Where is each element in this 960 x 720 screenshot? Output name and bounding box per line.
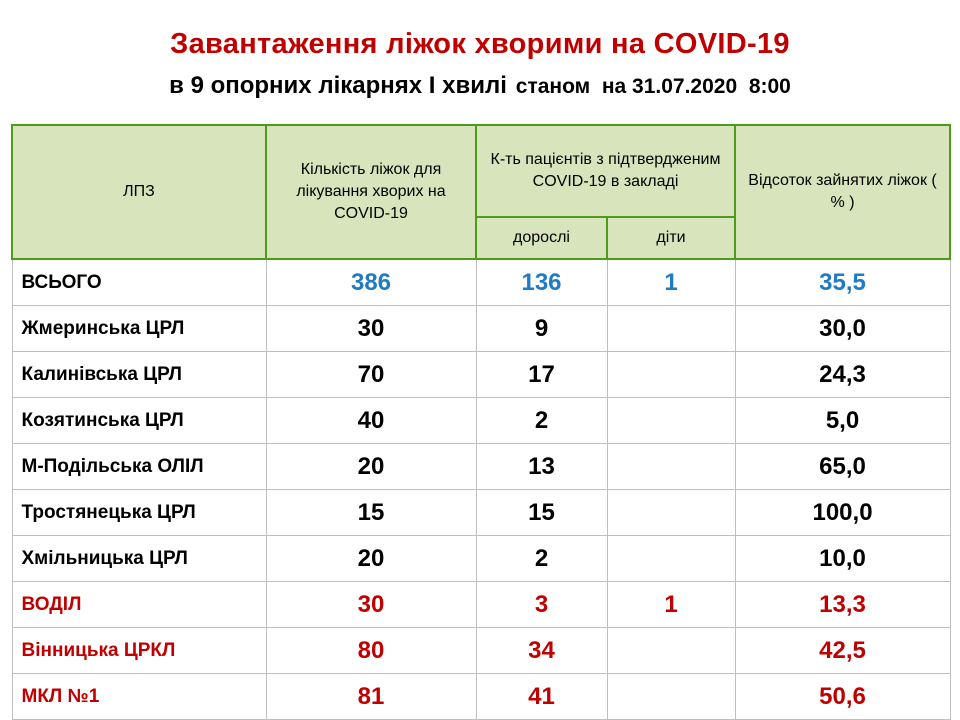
cell-children [607, 628, 735, 674]
cell-percent: 35,5 [735, 259, 950, 306]
table-row [12, 259, 950, 306]
cell-facility: ВОДІЛ [12, 582, 266, 628]
table-body [12, 259, 950, 720]
table-row [12, 490, 950, 536]
cell-facility: ВСЬОГО [12, 259, 266, 306]
cell-beds: 30 [266, 582, 476, 628]
subtitle-date: станом на 31.07.2020 8:00 [515, 75, 791, 98]
cell-adults: 15 [476, 490, 607, 536]
cell-facility: Вінницька ЦРКЛ [12, 628, 266, 674]
cell-percent: 10,0 [735, 536, 950, 582]
cell-adults: 3 [476, 582, 607, 628]
table-row [12, 352, 950, 398]
table-row [12, 306, 950, 352]
cell-facility: М-Подільська ОЛІЛ [12, 444, 266, 490]
bed-occupancy-table [11, 124, 951, 720]
cell-facility: Хмільницька ЦРЛ [12, 536, 266, 582]
cell-percent: 50,6 [735, 674, 950, 720]
cell-children: 1 [607, 259, 735, 306]
header-beds: Кількість ліжок для лікування хворих на COVID-19 [266, 125, 476, 259]
cell-adults: 41 [476, 674, 607, 720]
cell-beds: 80 [266, 628, 476, 674]
header-facility: ЛПЗ [12, 125, 266, 259]
cell-facility: Козятинська ЦРЛ [12, 398, 266, 444]
cell-beds: 70 [266, 352, 476, 398]
cell-facility: Жмеринська ЦРЛ [12, 306, 266, 352]
cell-children [607, 490, 735, 536]
table-row [12, 536, 950, 582]
cell-percent: 65,0 [735, 444, 950, 490]
cell-children [607, 444, 735, 490]
cell-children: 1 [607, 582, 735, 628]
cell-percent: 13,3 [735, 582, 950, 628]
cell-beds: 20 [266, 536, 476, 582]
cell-beds: 81 [266, 674, 476, 720]
cell-adults: 34 [476, 628, 607, 674]
table-row [12, 674, 950, 720]
subtitle-main: в 9 опорних лікарнях І хвилі [169, 72, 507, 99]
cell-adults: 13 [476, 444, 607, 490]
cell-beds: 15 [266, 490, 476, 536]
cell-percent: 100,0 [735, 490, 950, 536]
cell-children [607, 674, 735, 720]
cell-children [607, 352, 735, 398]
cell-children [607, 398, 735, 444]
cell-adults: 9 [476, 306, 607, 352]
cell-adults: 2 [476, 398, 607, 444]
cell-beds: 40 [266, 398, 476, 444]
cell-facility: МКЛ №1 [12, 674, 266, 720]
header-patients: К-ть пацієнтів з підтвердженим COVID-19 в закладі [476, 125, 735, 217]
table-row [12, 398, 950, 444]
cell-children [607, 306, 735, 352]
table-row [12, 582, 950, 628]
cell-adults: 2 [476, 536, 607, 582]
cell-facility: Тростянецька ЦРЛ [12, 490, 266, 536]
page-subtitle [0, 72, 960, 100]
cell-percent: 42,5 [735, 628, 950, 674]
cell-adults: 17 [476, 352, 607, 398]
header-percent: Відсоток зайнятих ліжок ( % ) [735, 125, 950, 259]
table-row [12, 628, 950, 674]
cell-beds: 386 [266, 259, 476, 306]
cell-children [607, 536, 735, 582]
table-row [12, 444, 950, 490]
cell-percent: 30,0 [735, 306, 950, 352]
cell-adults: 136 [476, 259, 607, 306]
cell-beds: 30 [266, 306, 476, 352]
cell-percent: 24,3 [735, 352, 950, 398]
header-children: діти [607, 217, 735, 259]
page-title: Завантаження ліжок хворими на COVID-19 [170, 28, 790, 60]
cell-percent: 5,0 [735, 398, 950, 444]
cell-beds: 20 [266, 444, 476, 490]
header-adults: дорослі [476, 217, 607, 259]
cell-facility: Калинівська ЦРЛ [12, 352, 266, 398]
